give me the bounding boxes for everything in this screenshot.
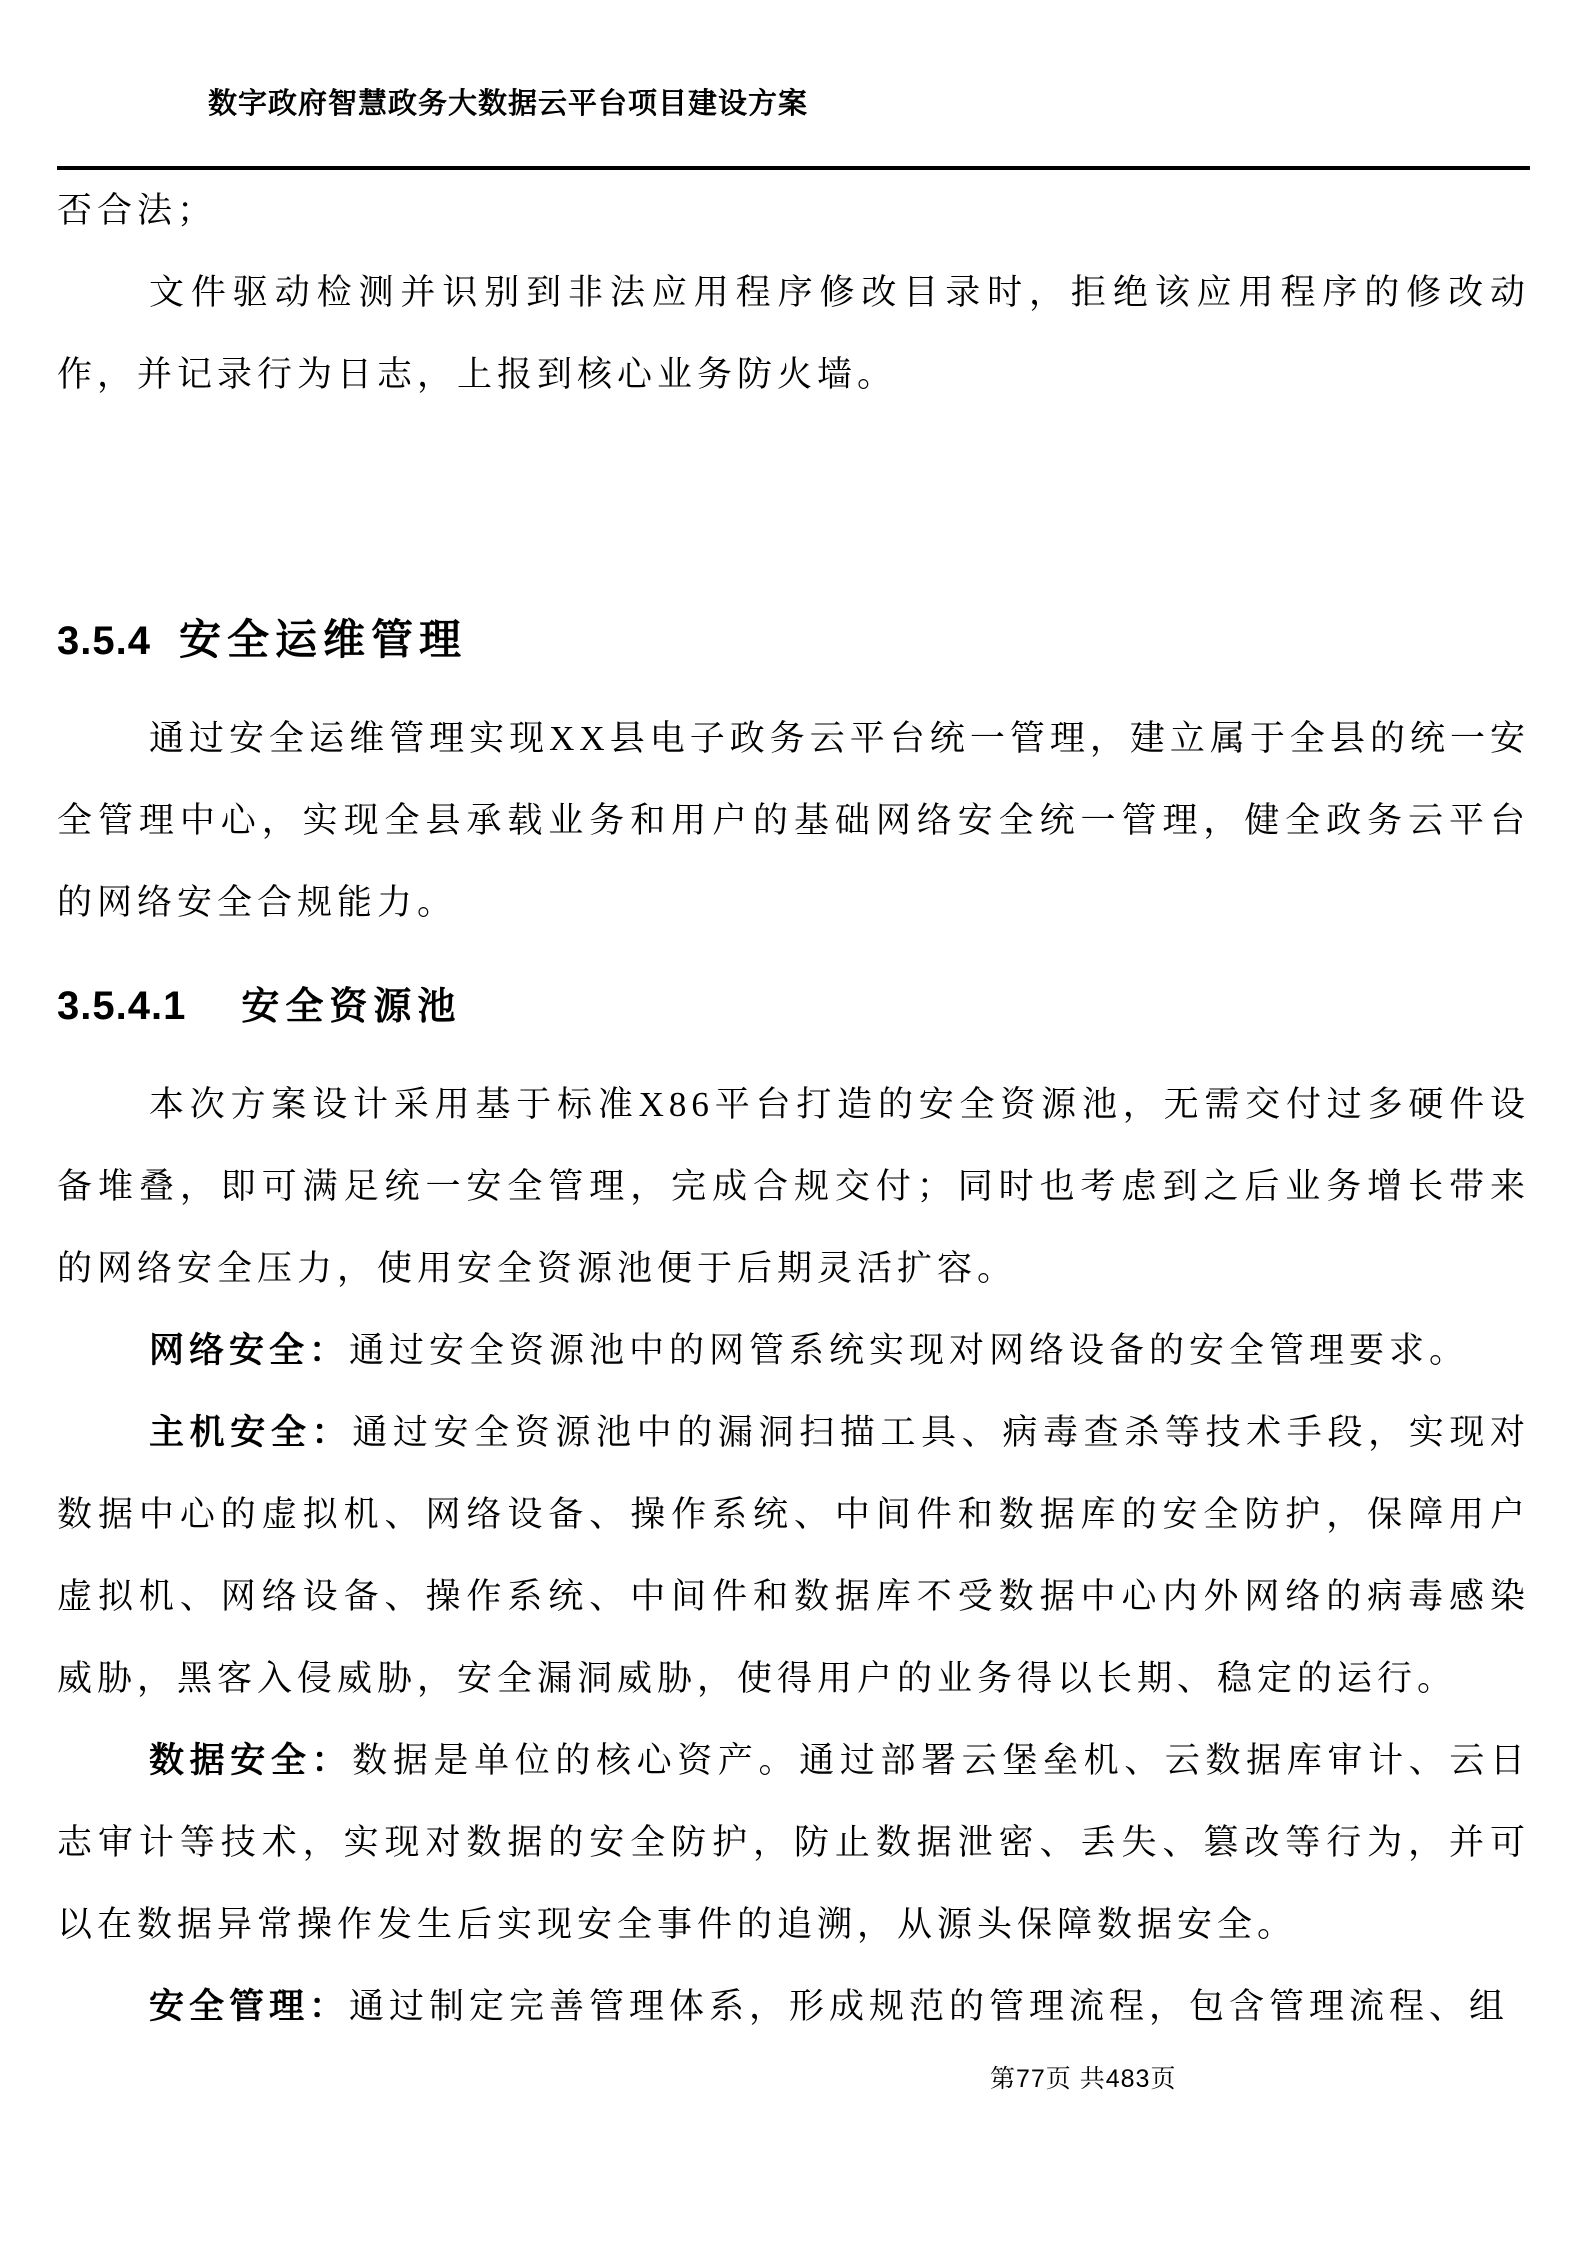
page-number: 第77页 共483页 xyxy=(990,2065,1177,2093)
label-network-security: 网络安全： xyxy=(149,1331,350,1370)
heading-3-5-4-1-number: 3.5.4.1 xyxy=(57,984,187,1028)
paragraph-354-intro: 通过安全运维管理实现XX县电子政务云平台统一管理，建立属于全县的统一安全管理中心，实现全县承载业务和用户的基础网络安全统一管理，健全政务云平台的网络安全合规能力。 xyxy=(57,719,1530,922)
label-host-security: 主机安全： xyxy=(149,1413,353,1452)
paragraph-data-security xyxy=(57,1720,1530,1966)
label-security-management: 安全管理： xyxy=(149,1987,350,2026)
header-title: 数字政府智慧政务大数据云平台项目建设方案 xyxy=(208,88,809,120)
paragraph-3541-intro: 本次方案设计采用基于标准X86平台打造的安全资源池，无需交付过多硬件设备堆叠，即可满足统一安全管理，完成合规交付；同时也考虑到之后业务增长带来的网络安全压力，使用安全资源池便于后期灵活扩容。 xyxy=(57,1085,1530,1288)
page-footer xyxy=(990,2064,1176,2094)
paragraph-file-driver: 文件驱动检测并识别到非法应用程序修改目录时，拒绝该应用程序的修改动作，并记录行为日志，上报到核心业务防火墙。 xyxy=(57,273,1530,394)
document-body xyxy=(57,170,1530,2048)
text-network-security: 通过安全资源池中的网管系统实现对网络设备的安全管理要求。 xyxy=(349,1331,1470,1370)
paragraph-host-security xyxy=(57,1392,1530,1720)
page-header xyxy=(57,84,1530,170)
text-host-security: 通过安全资源池中的漏洞扫描工具、病毒查杀等技术手段，实现对数据中心的虚拟机、网络设备、操作系统、中间件和数据库的安全防护，保障用户虚拟机、网络设备、操作系统、中间件和数据库不受数据中心内外网络的病毒感染威胁，黑客入侵威胁，安全漏洞威胁，使得用户的业务得以长期、稳定的运行。 xyxy=(57,1413,1530,1698)
text-security-management: 通过制定完善管理体系，形成规范的管理流程，包含管理流程、组 xyxy=(349,1987,1510,2026)
heading-3-5-4-1-title: 安全资源池 xyxy=(241,986,462,1028)
paragraph-continuation: 否合法； xyxy=(57,191,218,230)
heading-3-5-4-number: 3.5.4 xyxy=(57,619,151,663)
paragraph-network-security xyxy=(57,1310,1530,1392)
paragraph-security-management xyxy=(57,1966,1530,2048)
heading-3-5-4 xyxy=(57,611,1530,671)
label-data-security: 数据安全： xyxy=(149,1741,353,1780)
text-data-security: 数据是单位的核心资产。通过部署云堡垒机、云数据库审计、云日志审计等技术，实现对数据的安全防护，防止数据泄密、丢失、篡改等行为，并可以在数据异常操作发生后实现安全事件的追溯，从源头保障数据安全。 xyxy=(57,1741,1530,1944)
heading-3-5-4-title: 安全运维管理 xyxy=(178,618,467,664)
heading-3-5-4-1 xyxy=(57,978,1530,1036)
